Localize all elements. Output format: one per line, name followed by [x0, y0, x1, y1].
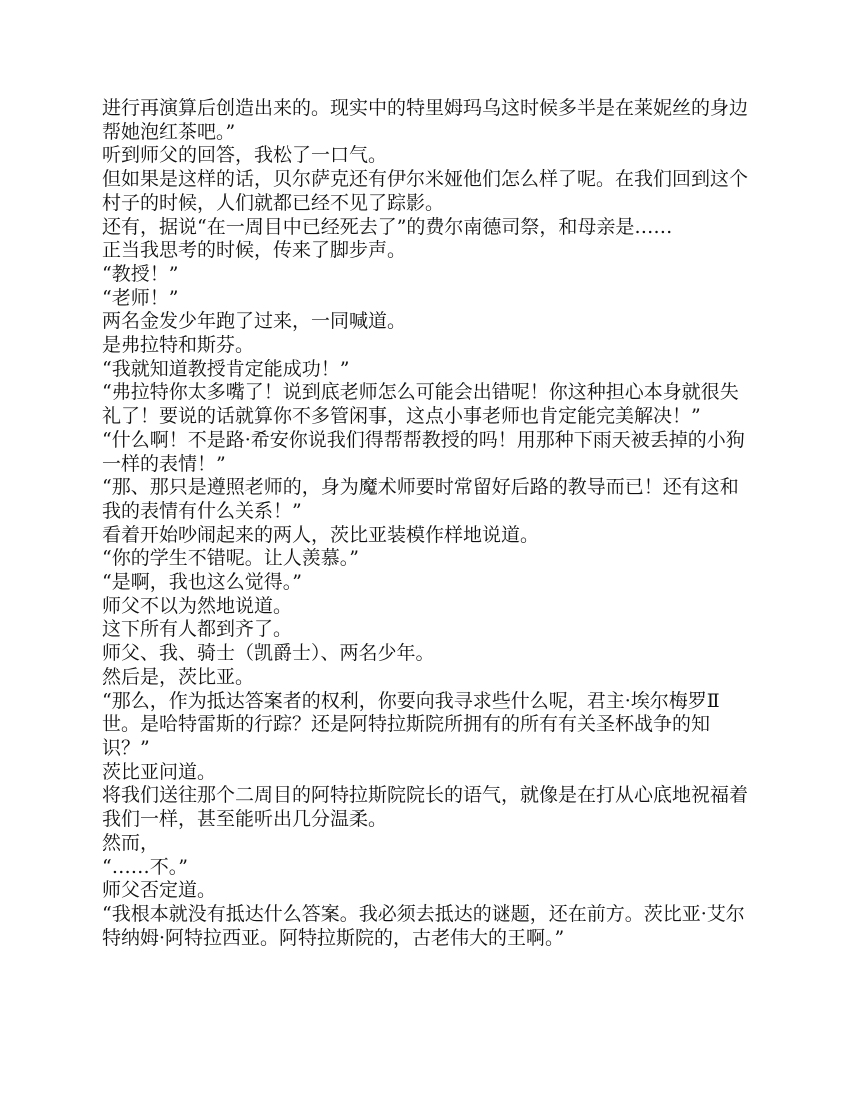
- paragraph: 听到师父的回答，我松了一口气。: [102, 144, 388, 167]
- paragraph: 师父否定道。: [102, 879, 217, 902]
- paragraph: 正当我思考的时候，传来了脚步声。: [102, 239, 407, 262]
- paragraph: 这下所有人都到齐了。: [102, 618, 293, 641]
- paragraph: “你的学生不错呢。让人羡慕。”: [102, 547, 359, 570]
- paragraph: 还有，据说“在一周目中已经死去了”的费尔南德司祭，和母亲是……: [102, 215, 673, 238]
- paragraph: 师父、我、骑士（凯爵士）、两名少年。: [102, 642, 435, 665]
- paragraph: “教授！”: [102, 262, 179, 285]
- paragraph: “弗拉特你太多嘴了！说到底老师怎么可能会出错呢！你这种担心本身就很失礼了！要说的话就算你不多管闲事，这点小事老师也肯定能完美解决！”: [102, 381, 739, 428]
- paragraph: “我就知道教授肯定能成功！”: [102, 357, 350, 380]
- paragraph: 看着开始吵闹起来的两人，茨比亚装模作样地说道。: [102, 523, 540, 546]
- paragraph: “老师！”: [102, 286, 179, 309]
- paragraph: 茨比亚问道。: [102, 760, 217, 783]
- paragraph: 是弗拉特和斯芬。: [102, 334, 255, 357]
- paragraph: 但如果是这样的话，贝尔萨克还有伊尔米娅他们怎么样了呢。在我们回到这个村子的时候，人们就都已经不见了踪影。: [102, 168, 749, 214]
- paragraph: “我根本就没有抵达什么答案。我必须去抵达的谜题，还在前方。茨比亚·艾尔特纳姆·阿特拉西亚。阿特拉斯院的，古老伟大的王啊。”: [102, 902, 745, 949]
- paragraph: “……不。”: [102, 855, 188, 878]
- paragraph: 进行再演算后创造出来的。现实中的特里姆玛乌这时候多半是在莱妮丝的身边帮她泡红茶吧。”: [102, 97, 749, 143]
- paragraph: 然后是，茨比亚。: [102, 665, 255, 688]
- paragraph: “那么，作为抵达答案者的权利，你要向我寻求些什么呢，君主·埃尔梅罗Ⅱ世。是哈特雷斯的行踪？还是阿特拉斯院所拥有的所有有关圣杯战争的知识？”: [102, 689, 720, 759]
- paragraph: 然而，: [102, 831, 160, 854]
- body-text: [102, 97, 752, 950]
- paragraph: “是啊，我也这么觉得。”: [102, 571, 302, 594]
- paragraph: “那、那只是遵照老师的，身为魔术师要时常留好后路的教导而已！还有这和我的表情有什么关系！”: [102, 476, 739, 522]
- paragraph: 两名金发少年跑了过来，一同喊道。: [102, 310, 407, 333]
- paragraph: 师父不以为然地说道。: [102, 594, 293, 617]
- paragraph: 将我们送往那个二周目的阿特拉斯院院长的语气，就像是在打从心底地祝福着我们一样，甚至能听出几分温柔。: [102, 784, 749, 831]
- paragraph: “什么啊！不是路·希安你说我们得帮帮教授的吗！用那种下雨天被丢掉的小狗一样的表情！”: [102, 428, 745, 475]
